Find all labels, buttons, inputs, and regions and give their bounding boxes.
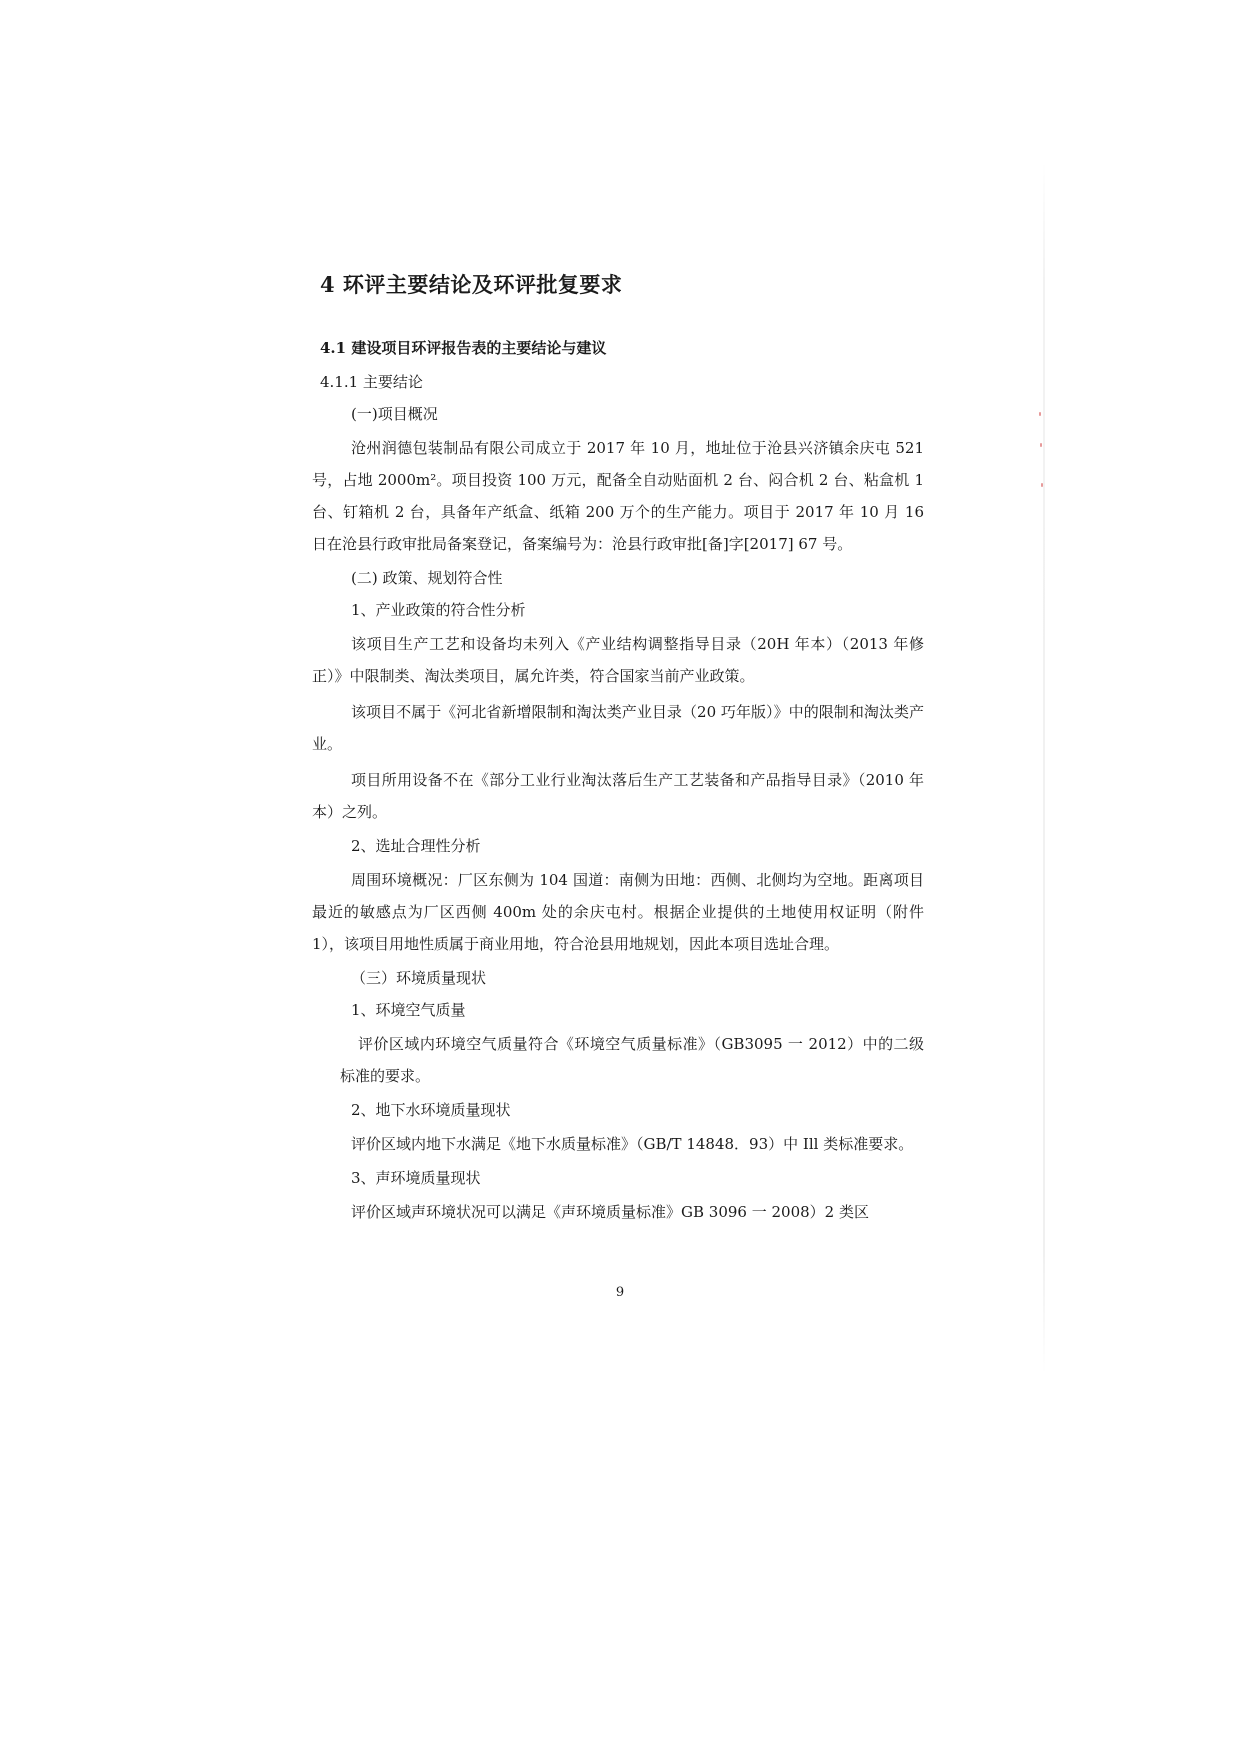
groundwater-heading: 2、地下水环境质量现状 [351, 1101, 511, 1119]
overview-heading: (一)项目概况 [351, 405, 438, 423]
overview-paragraph: 沧州润德包装制品有限公司成立于 2017 年 10 月，地址位于沧县兴济镇余庆屯 521 号，占地 2000m²。项目投资 100 万元，配备全自动贴面机 2 台、闷合机 2 台、粘盒机 1 台、钉箱机 2 台，具备年产纸盒、纸箱 200 万个的生产能力。项目于 2017 年 10 月 16 日在沧县行政审批局备案登记，备案编号为：沧县行政审批[备]字[2017] 67 号。 [312, 439, 924, 553]
air-quality-paragraph: 评价区域内环境空气质量符合《环境空气质量标准》（GB3095 一 2012）中的二级标准的要求。 [340, 1035, 924, 1085]
industry-policy-paragraph-3: 项目所用设备不在《部分工业行业淘汰落后生产工艺装备和产品指导目录》（2010 年本）之列。 [312, 771, 924, 821]
policy-heading: (二) 政策、规划符合性 [351, 569, 503, 587]
scan-speck [1039, 412, 1041, 416]
industry-policy-heading: 1、产业政策的符合性分析 [351, 601, 526, 619]
page-number: 9 [615, 1285, 625, 1300]
industry-policy-paragraph-2: 该项目不属于《河北省新增限制和淘汰类产业目录（20 巧年版）》中的限制和淘汰类产业。 [312, 703, 924, 753]
site-selection-heading: 2、选址合理性分析 [351, 837, 481, 855]
scan-speck [1041, 483, 1043, 487]
noise-heading: 3、声环境质量现状 [351, 1169, 481, 1187]
subsection-title: 4.1.1 主要结论 [320, 373, 423, 391]
site-selection-paragraph: 周围环境概况：厂区东侧为 104 国道：南侧为田地：西侧、北侧均为空地。距离项目最近的敏感点为厂区西侧 400m 处的余庆屯村。根据企业提供的土地使用权证明（附件 1），该项目用地性质属于商业用地，符合沧县用地规划，因此本项目选址合理。 [312, 871, 924, 953]
groundwater-paragraph: 评价区域内地下水满足《地下水质量标准》（GB/T 14848．93）中 Ill 类标准要求。 [351, 1135, 914, 1153]
section-title: 4.1 建设项目环评报告表的主要结论与建议 [320, 339, 607, 357]
chapter-title: 4 环评主要结论及环评批复要求 [320, 272, 623, 297]
air-quality-heading: 1、环境空气质量 [351, 1001, 466, 1019]
industry-policy-paragraph-1: 该项目生产工艺和设备均未列入《产业结构调整指导目录（20H 年本）（2013 年修正）》中限制类、淘汰类项目，属允许类，符合国家当前产业政策。 [312, 635, 924, 685]
scan-edge-shadow [1043, 160, 1045, 1375]
environment-heading: （三）环境质量现状 [351, 969, 487, 987]
scan-speck [1040, 443, 1042, 447]
page-content [312, 268, 924, 1232]
noise-paragraph: 评价区域声环境状况可以满足《声环境质量标准》GB 3096 一 2008）2 类区 [351, 1203, 869, 1221]
